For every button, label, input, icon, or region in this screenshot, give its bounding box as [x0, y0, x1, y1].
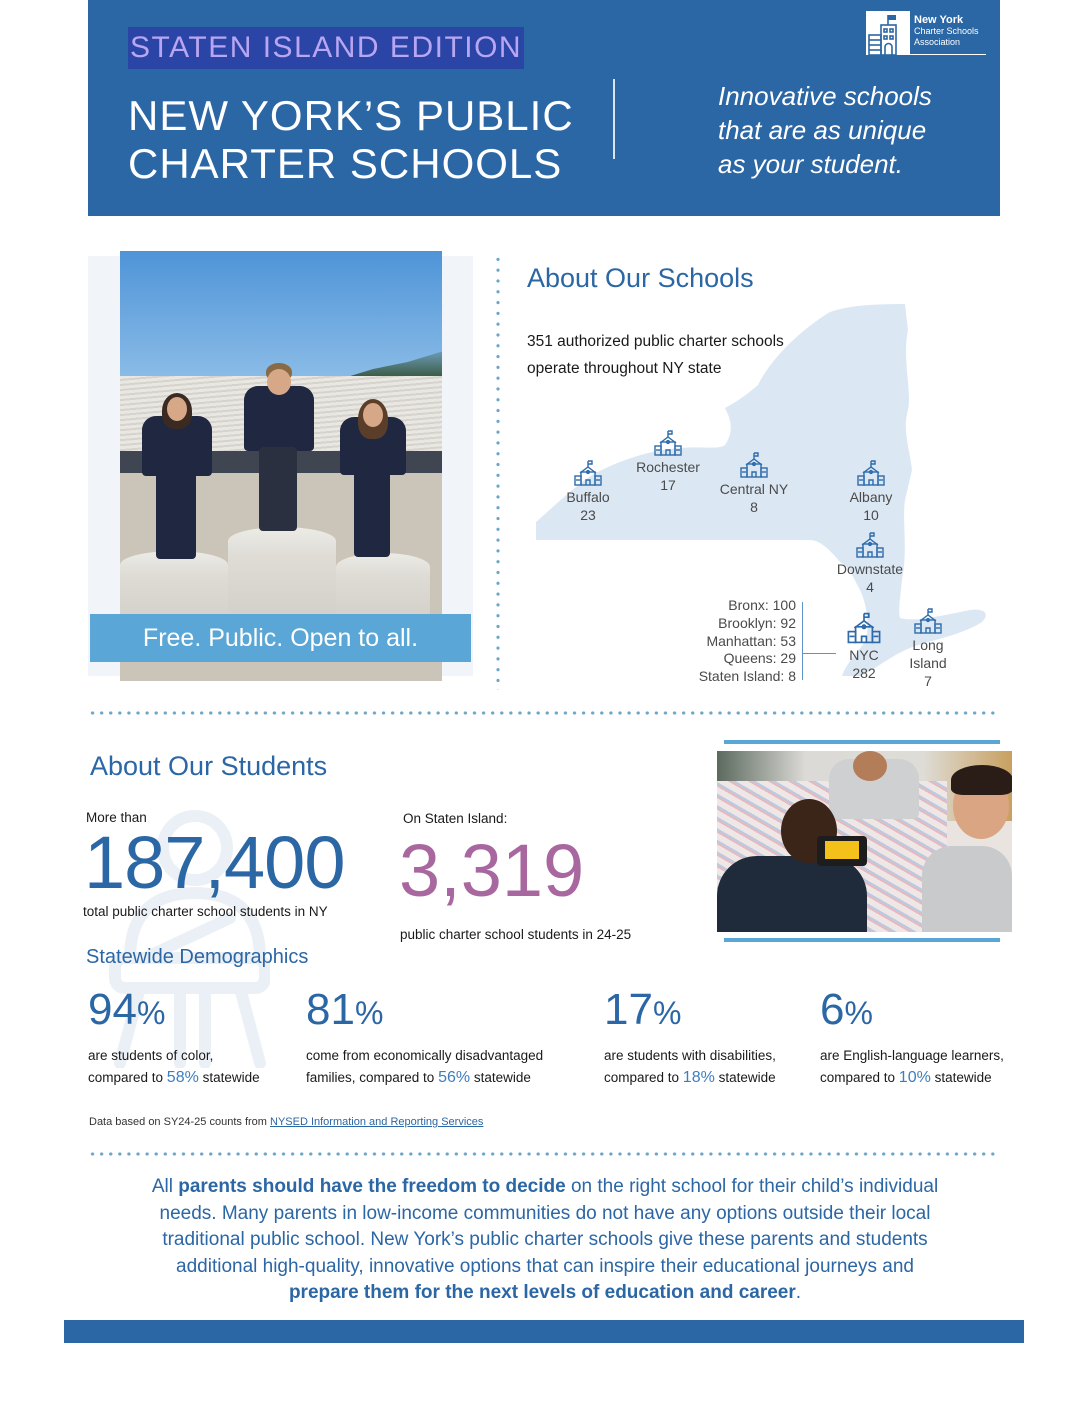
stat-desc-prefix: compared to: [88, 1070, 167, 1085]
school-building-icon: [739, 452, 769, 478]
tagline: [718, 79, 932, 181]
header-divider: [613, 79, 615, 159]
stat-number: 94: [88, 985, 137, 1034]
student-left-head: [167, 397, 187, 421]
page-title: [128, 92, 574, 188]
student-left-legs: [156, 471, 196, 559]
logo-line1: New York: [914, 14, 964, 26]
region-name: Albany: [849, 489, 893, 505]
free-public-banner: Free. Public. Open to all.: [90, 614, 471, 662]
page-title-line2: CHARTER SCHOOLS: [128, 140, 563, 187]
region-name: Downstate: [836, 561, 904, 577]
stat-compare-value: 56%: [438, 1069, 471, 1086]
stat-unit: %: [652, 995, 682, 1031]
photo-bottom-bar: [724, 938, 1000, 942]
borough-staten-island: Staten Island: 8: [698, 668, 796, 685]
stat-desc-line1: are students of color,: [88, 1048, 214, 1063]
logo-underline: [910, 54, 986, 55]
tagline-line2: that are as unique: [718, 115, 927, 145]
stat-desc-suffix: statewide: [470, 1070, 531, 1085]
closing-text: .: [795, 1282, 802, 1303]
student-right-head: [363, 403, 383, 427]
stat-number: 81: [306, 985, 355, 1034]
region-buffalo: [558, 460, 618, 524]
photo-child-left: [717, 856, 867, 932]
staten-island-caption: public charter school students in 24-25: [400, 927, 632, 942]
stat-desc-suffix: statewide: [714, 1070, 776, 1085]
logo-text: [914, 15, 979, 48]
stat-desc-prefix: compared to: [820, 1070, 899, 1085]
nyc-borough-list: [680, 597, 796, 686]
tagline-line1: Innovative schools: [718, 81, 932, 111]
about-students-title: About Our Students: [90, 751, 328, 781]
staten-island-label: On Staten Island:: [403, 811, 508, 826]
stat-description: [88, 1045, 260, 1089]
vertical-dotted-divider: [496, 254, 500, 690]
region-name: Buffalo: [566, 489, 610, 505]
borough-connector-line: [802, 653, 836, 654]
photo-yellow-paint: [825, 841, 859, 859]
closing-emphasis: parents should have the freedom to decide: [178, 1176, 566, 1197]
nysed-source-link[interactable]: NYSED Information and Reporting Services: [270, 1116, 484, 1128]
region-rochester: [628, 430, 708, 494]
student-right-legs: [354, 471, 390, 557]
stat-desc-line1: are English-language learners,: [820, 1048, 1004, 1063]
school-building-icon: [653, 430, 683, 456]
data-source-note: [89, 1116, 483, 1128]
borough-manhattan: Manhattan: 53: [706, 632, 796, 649]
region-name: NYC: [849, 647, 879, 663]
horizontal-dotted-divider: [88, 1152, 1000, 1156]
region-name: Rochester: [636, 459, 700, 475]
stat-description: [604, 1045, 776, 1089]
stat-students-of-color: [88, 984, 260, 1089]
closing-emphasis: prepare them for the next levels of education and career: [288, 1282, 796, 1303]
closing-text: All: [151, 1176, 179, 1197]
borough-bracket-line: [802, 602, 803, 680]
photo-top-bar: [724, 740, 1000, 744]
about-schools-title: About Our Schools: [527, 263, 754, 293]
region-name-line1: Long: [912, 637, 944, 653]
stat-desc-line1: are students with disabilities,: [604, 1048, 776, 1063]
photo-child-right: [922, 846, 1012, 932]
stat-desc-line1: come from economically disadvantaged: [306, 1048, 544, 1063]
region-name-line2: Island: [909, 655, 947, 671]
stat-compare-value: 18%: [682, 1069, 715, 1086]
stat-desc-line2: [88, 1067, 260, 1089]
stat-value: [88, 984, 260, 1039]
photo-child-right-hair: [951, 765, 1012, 795]
classroom-photo: [717, 751, 1012, 932]
region-central-ny: [712, 452, 796, 516]
region-count: 10: [863, 507, 879, 523]
edition-label: STATEN ISLAND EDITION: [128, 27, 524, 69]
region-count: 23: [580, 507, 596, 523]
stat-economically-disadvantaged: [306, 984, 543, 1089]
closing-text: on the right school for their child’s individual needs. Many parents in low-income communities do not have any options outside their local traditional public school. New York’s public charter schools give these parents and students additional high-quality, innovative options that can inspire their educational journeys and: [159, 1176, 939, 1277]
nycsa-logo: [866, 11, 988, 55]
stat-desc-line2: [604, 1067, 776, 1089]
schools-intro-line2: operate throughout NY state: [527, 360, 722, 377]
region-albany: [841, 460, 901, 524]
school-building-icon: [846, 612, 882, 644]
stat-desc-suffix: statewide: [930, 1070, 992, 1085]
region-count: 282: [852, 665, 876, 681]
demographics-title: Statewide Demographics: [86, 946, 309, 968]
student-center-head: [267, 369, 291, 395]
stat-compare-value: 58%: [166, 1069, 199, 1086]
region-downstate: [830, 532, 910, 596]
statewide-label: More than: [86, 810, 147, 825]
header-banner: [88, 0, 1000, 216]
stat-compare-value: 10%: [898, 1069, 931, 1086]
region-count: 17: [660, 477, 676, 493]
logo-line3: Association: [914, 37, 961, 47]
stat-value: [306, 984, 543, 1039]
student-center-torso: [244, 386, 314, 451]
stat-english-learners: [820, 984, 1004, 1089]
stat-desc-suffix: statewide: [198, 1070, 260, 1085]
logo-line2: Charter Schools: [914, 26, 979, 36]
stat-description: [820, 1045, 1004, 1089]
borough-bronx: Bronx: 100: [728, 597, 796, 613]
photo-child-back-head: [853, 751, 887, 781]
region-long-island: [902, 608, 954, 690]
region-count: 4: [866, 579, 874, 595]
school-building-icon: [866, 11, 910, 55]
closing-statement: [150, 1174, 940, 1307]
stat-value: [604, 984, 776, 1039]
stat-value: [820, 984, 1004, 1039]
tagline-line3: as your student.: [718, 149, 903, 179]
stat-desc-prefix: families, compared to: [306, 1070, 439, 1085]
staten-island-student-count: 3,319: [399, 829, 585, 912]
stat-description: [306, 1045, 543, 1089]
school-building-icon: [855, 532, 885, 558]
school-building-icon: [913, 608, 943, 634]
stat-number: 17: [604, 985, 653, 1034]
statewide-caption: total public charter school students in NY: [83, 904, 328, 919]
stat-desc-prefix: compared to: [604, 1070, 683, 1085]
schools-intro: [527, 328, 784, 382]
stat-unit: %: [136, 995, 166, 1031]
stat-unit: %: [354, 995, 384, 1031]
page-title-line1: NEW YORK’S PUBLIC: [128, 92, 574, 139]
region-name: Central NY: [719, 481, 789, 497]
borough-brooklyn: Brooklyn: 92: [718, 614, 796, 631]
footer-bar: [64, 1320, 1024, 1343]
statewide-student-count: 187,400: [84, 821, 345, 904]
horizontal-dotted-divider: [88, 711, 1000, 715]
student-center-legs: [259, 447, 297, 531]
stat-students-with-disabilities: [604, 984, 776, 1089]
region-nyc: [838, 612, 890, 682]
school-building-icon: [856, 460, 886, 486]
podium-1: [228, 527, 336, 627]
region-count: 7: [924, 673, 932, 689]
stat-unit: %: [844, 995, 873, 1031]
stat-desc-line2: [306, 1067, 543, 1089]
schools-intro-line1: 351 authorized public charter schools: [527, 333, 784, 350]
stat-desc-line2: [820, 1067, 1004, 1089]
borough-queens: Queens: 29: [723, 650, 796, 667]
source-prefix: Data based on SY24-25 counts from: [89, 1116, 270, 1128]
school-building-icon: [573, 460, 603, 486]
region-count: 8: [750, 499, 758, 515]
stat-number: 6: [820, 985, 845, 1034]
